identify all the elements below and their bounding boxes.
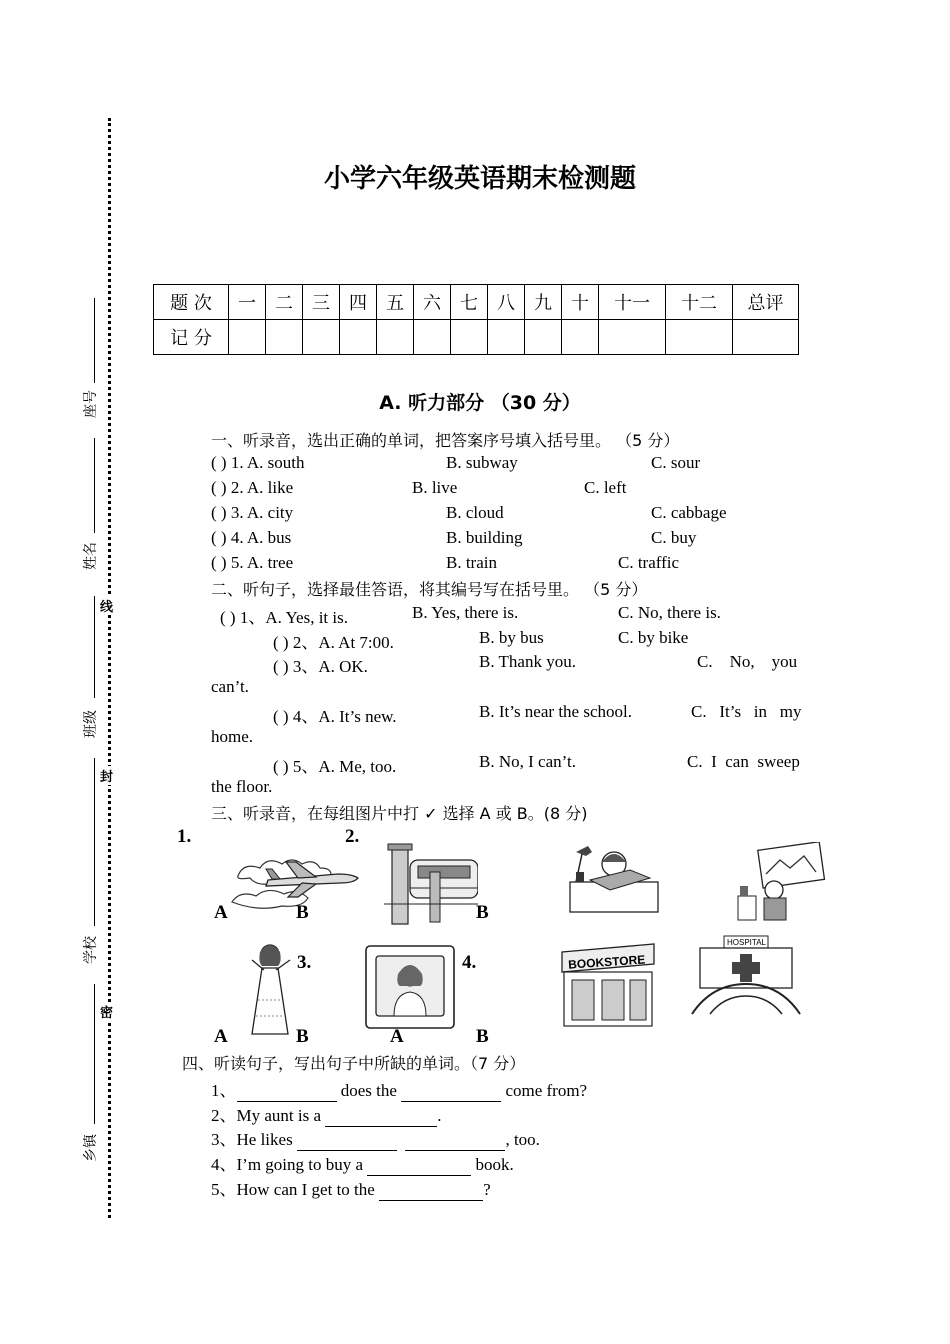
- part1-q3-a: ( ) 3. A. city: [211, 503, 294, 522]
- part4-q4-prefix: 4、I’m going to buy a: [211, 1155, 368, 1174]
- part1-q2-a: ( ) 2. A. like: [211, 478, 294, 497]
- part2-q5-c: C. I can sweep: [687, 752, 800, 771]
- label-town: 乡镇: [83, 1134, 99, 1162]
- group-number-1: 1.: [177, 826, 192, 847]
- school-fill-line: [94, 758, 95, 926]
- part4-q2-end: .: [437, 1106, 442, 1125]
- answer-blank[interactable]: [367, 1155, 471, 1176]
- table-header-cell: 题 次: [154, 285, 229, 320]
- table-header-cell: 总评: [733, 285, 799, 320]
- part2-q2-c: C. by bike: [618, 628, 689, 647]
- part4-q5-end: ?: [483, 1180, 491, 1199]
- answer-blank[interactable]: [379, 1180, 483, 1201]
- part1-q5-b: B. train: [446, 553, 497, 572]
- part1-q5-a: ( ) 5. A. tree: [211, 553, 294, 572]
- part4-item-4: [211, 1150, 514, 1176]
- part4-q2-prefix: 2、My aunt is a: [211, 1106, 326, 1125]
- part1-q3-c: C. cabbage: [651, 503, 727, 522]
- part1-q4-b: B. building: [446, 528, 523, 547]
- part4-q1-prefix: 1、: [211, 1081, 237, 1100]
- train-busstop-picture[interactable]: [384, 842, 478, 926]
- part4-q1-mid: does the: [336, 1081, 402, 1100]
- part2-q1-b: B. Yes, there is.: [412, 603, 519, 622]
- part4-heading: 四、听读句子，写出句子中所缺的单词。（7 分）: [182, 1054, 526, 1073]
- score-cell[interactable]: [666, 320, 733, 355]
- table-cell-label: 记 分: [154, 320, 229, 355]
- table-header-cell: 十一: [599, 285, 666, 320]
- hospital-sign-text: HOSPITAL: [727, 938, 766, 947]
- score-cell[interactable]: [562, 320, 599, 355]
- tv-woman-picture[interactable]: [364, 944, 456, 1032]
- table-header-cell: 一: [229, 285, 266, 320]
- table-header-cell: 八: [488, 285, 525, 320]
- score-cell[interactable]: [488, 320, 525, 355]
- hospital-picture[interactable]: [690, 934, 802, 1016]
- part2-q4-a: ( ) 4、A. It’s new.: [273, 707, 397, 726]
- hospital-icon: [690, 934, 802, 1016]
- seal-char-secret: 密: [100, 1002, 113, 1021]
- page-title: 小学六年级英语期末检测题: [323, 164, 636, 194]
- answer-blank[interactable]: [405, 1130, 505, 1151]
- label-name: 姓名: [83, 542, 99, 570]
- label-class: 班级: [83, 710, 99, 738]
- group-number-3: 3.: [297, 952, 312, 973]
- option-a-label[interactable]: A: [214, 1026, 228, 1047]
- table-header-cell: 七: [451, 285, 488, 320]
- group-number-2: 2.: [345, 826, 360, 847]
- table-header-cell: 五: [377, 285, 414, 320]
- score-cell[interactable]: [377, 320, 414, 355]
- seal-char-seal: 封: [100, 766, 113, 785]
- part3-heading: 三、听录音，在每组图片中打 ✓ 选择 A 或 B。(8 分): [211, 804, 588, 823]
- part4-item-5: [211, 1175, 491, 1201]
- option-b-label[interactable]: B: [476, 1026, 489, 1047]
- score-cell[interactable]: [414, 320, 451, 355]
- group-number-4: 4.: [462, 952, 477, 973]
- desk-girl-icon: [566, 842, 662, 920]
- answer-blank[interactable]: [401, 1081, 501, 1102]
- part4-item-2: [211, 1101, 442, 1127]
- seal-char-line: 线: [100, 596, 113, 615]
- table-header-cell: 三: [303, 285, 340, 320]
- part2-q3-c: C. No, you: [697, 652, 798, 671]
- table-header-cell: 十二: [666, 285, 733, 320]
- part2-q3-a: ( ) 3、A. OK.: [273, 657, 368, 676]
- answer-blank[interactable]: [297, 1130, 397, 1151]
- bookstore-sign-text: BOOKSTORE: [567, 952, 646, 972]
- part1-q1-a: ( ) 1. A. south: [211, 453, 305, 472]
- name-fill-line: [94, 438, 95, 533]
- score-cell[interactable]: [340, 320, 377, 355]
- part1-q3-b: B. cloud: [446, 503, 504, 522]
- part1-heading: 一、听录音，选出正确的单词，把答案序号填入括号里。 （5 分）: [211, 431, 680, 450]
- option-b-label[interactable]: B: [476, 902, 489, 923]
- bookstore-icon: [558, 940, 658, 1028]
- option-a-label[interactable]: A: [390, 1026, 404, 1047]
- part4-q3-end: , too.: [505, 1130, 540, 1149]
- part4-q5-prefix: 5、How can I get to the: [211, 1180, 380, 1199]
- table-header-cell: 十: [562, 285, 599, 320]
- part1-q5-c: C. traffic: [618, 553, 680, 572]
- part4-item-3: [211, 1125, 540, 1151]
- score-cell[interactable]: [303, 320, 340, 355]
- binding-dotted-line: [108, 118, 111, 1218]
- score-cell[interactable]: [451, 320, 488, 355]
- option-a-label[interactable]: A: [214, 902, 228, 923]
- part2-q3-c-cont: can’t.: [211, 677, 249, 696]
- part4-q3-mid: [397, 1130, 406, 1149]
- boy-painting-picture[interactable]: [730, 842, 828, 924]
- class-fill-line: [94, 596, 95, 698]
- table-row: [154, 320, 799, 355]
- girl-at-desk-picture[interactable]: [566, 842, 662, 920]
- label-seat: 座号: [83, 390, 99, 418]
- part1-q2-b: B. live: [412, 478, 458, 497]
- part1-q4-c: C. buy: [651, 528, 697, 547]
- part1-q1-b: B. subway: [446, 453, 518, 472]
- town-fill-line: [94, 984, 95, 1124]
- part1-q4-a: ( ) 4. A. bus: [211, 528, 292, 547]
- option-b-label[interactable]: B: [296, 902, 309, 923]
- table-header-cell: 六: [414, 285, 451, 320]
- score-cell[interactable]: [266, 320, 303, 355]
- answer-blank[interactable]: [237, 1081, 337, 1102]
- painting-boy-icon: [730, 842, 828, 924]
- answer-blank[interactable]: [325, 1106, 437, 1127]
- part4-q1-end: come from?: [501, 1081, 588, 1100]
- part2-q3-b: B. Thank you.: [479, 652, 576, 671]
- score-cell[interactable]: [733, 320, 799, 355]
- train-icon: [384, 842, 478, 926]
- score-cell[interactable]: [525, 320, 562, 355]
- label-school: 学校: [83, 936, 99, 964]
- part4-q3-prefix: 3、He likes: [211, 1130, 297, 1149]
- seat-fill-line: [94, 298, 95, 383]
- score-table: [153, 284, 799, 355]
- part4-q4-end: book.: [471, 1155, 514, 1174]
- part2-q2-b: B. by bus: [479, 628, 544, 647]
- part2-q1-a: ( ) 1、A. Yes, it is.: [220, 608, 348, 627]
- table-header-cell: 二: [266, 285, 303, 320]
- part1-q1-c: C. sour: [651, 453, 701, 472]
- singing-woman-picture[interactable]: [240, 940, 300, 1040]
- table-header-cell: 九: [525, 285, 562, 320]
- part2-q4-c: C. It’s in my: [691, 702, 802, 721]
- section-a-heading: A. 听力部分 （30 分）: [379, 392, 581, 414]
- score-cell[interactable]: [599, 320, 666, 355]
- singer-icon: [240, 940, 300, 1040]
- option-b-label[interactable]: B: [296, 1026, 309, 1047]
- part2-q4-c-cont: home.: [211, 727, 254, 746]
- part2-q1-c: C. No, there is.: [618, 603, 721, 622]
- part2-q4-b: B. It’s near the school.: [479, 702, 632, 721]
- tv-icon: [364, 944, 456, 1032]
- part2-q5-b: B. No, I can’t.: [479, 752, 576, 771]
- part2-q2-a: ( ) 2、A. At 7:00.: [273, 633, 394, 652]
- part2-heading: 二、听句子，选择最佳答语，将其编号写在括号里。 （5 分）: [211, 580, 648, 599]
- part4-item-1: [211, 1076, 587, 1102]
- score-cell[interactable]: [229, 320, 266, 355]
- part2-q5-c-cont: the floor.: [211, 777, 273, 796]
- table-row: [154, 285, 799, 320]
- table-header-cell: 四: [340, 285, 377, 320]
- part1-q2-c: C. left: [584, 478, 627, 497]
- part2-q5-a: ( ) 5、A. Me, too.: [273, 757, 397, 776]
- bookstore-picture[interactable]: [558, 940, 658, 1028]
